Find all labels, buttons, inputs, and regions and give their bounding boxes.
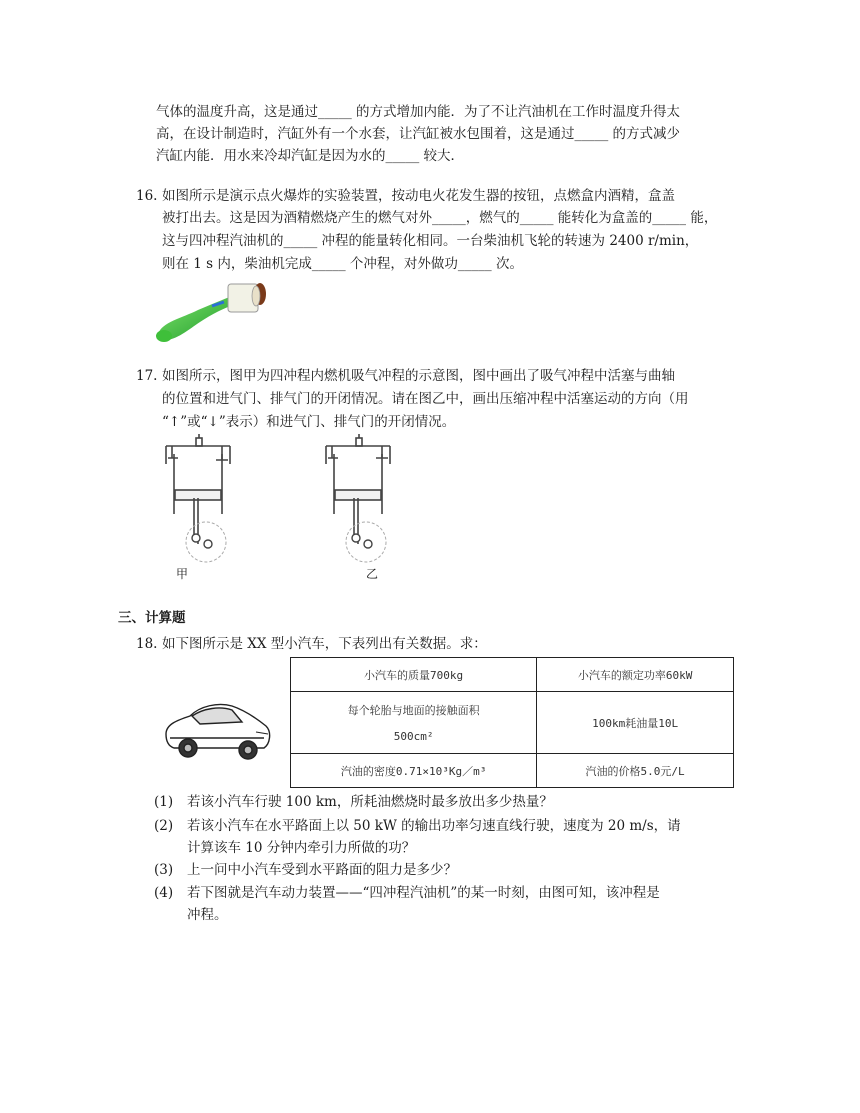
q16-line3: 这与四冲程汽油机的_____ 冲程的能量转化相同。一台柴油机飞轮的转速为 2400 r/min，	[162, 233, 699, 249]
q15-line2: 高，在设计制造时，汽缸外有一个水套，让汽缸被水包围着，这是通过_____ 的方式减少	[156, 126, 681, 142]
q15-line3: 汽缸内能．用水来冷却汽缸是因为水的_____ 较大．	[156, 148, 465, 164]
table-cell-tire-area	[291, 692, 537, 754]
sub1-text: 若该小汽车行驶 100 km，所耗油燃烧时最多放出多少热量？	[187, 794, 553, 810]
table-cell-fuel-consumption: 100km耗油量10L	[537, 692, 734, 754]
table-cell-power: 小汽车的额定功率60kW	[537, 658, 734, 692]
table-cell-mass: 小汽车的质量700kg	[291, 658, 537, 692]
q18-intro: 如下图所示是 XX 型小汽车，下表列出有关数据。求：	[162, 636, 487, 652]
section-title-calculation: 三、计算题	[118, 610, 186, 626]
q16-line4: 则在 1 s 内，柴油机完成_____ 个冲程，对外做功_____ 次。	[162, 256, 523, 272]
q16-number: 16.	[136, 188, 158, 204]
q16-line2: 被打出去。这是因为酒精燃烧产生的燃气对外_____，燃气的_____ 能转化为盒盖的_____ 能，	[162, 210, 718, 226]
q17-line2: 的位置和进气门、排气门的开闭情况。请在图乙中，画出压缩冲程中活塞运动的方向（用	[162, 391, 689, 407]
q17-line3: “↑”或“↓”表示）和进气门、排气门的开闭情况。	[162, 414, 456, 430]
car-illustration	[160, 694, 275, 764]
q17-line1: 如图所示，图甲为四冲程内燃机吸气冲程的示意图，图中画出了吸气冲程中活塞与曲轴	[162, 368, 675, 384]
sub1-number: (1)	[154, 794, 174, 810]
tire-area-label: 每个轮胎与地面的接触面积	[347, 704, 480, 717]
sub3-text: 上一问中小汽车受到水平路面的阻力是多少？	[187, 862, 457, 878]
sub3-number: (3)	[154, 862, 174, 878]
sub2-text-line2: 计算该车 10 分钟内牵引力所做的功？	[187, 840, 416, 856]
q17-number: 17.	[136, 368, 158, 384]
table-cell-density: 汽油的密度0.71×10³Kg／m³	[291, 754, 537, 788]
sub4-number: (4)	[154, 885, 174, 901]
engine-diagram-yi	[318, 434, 398, 564]
ignition-device-figure	[152, 276, 277, 346]
q18-number: 18.	[136, 636, 158, 652]
sub2-number: (2)	[154, 818, 174, 834]
engine-diagram-jia	[158, 434, 238, 564]
car-data-table	[290, 657, 734, 788]
label-jia: 甲	[176, 567, 189, 581]
table-cell-price: 汽油的价格5.0元/L	[537, 754, 734, 788]
sub4-text-line2: 冲程。	[187, 907, 228, 923]
tire-area-value: 500cm²	[393, 730, 434, 743]
label-yi: 乙	[366, 567, 379, 581]
q15-line1: 气体的温度升高，这是通过_____ 的方式增加内能．为了不让汽油机在工作时温度升得太	[156, 104, 681, 120]
sub4-text-line1: 若下图就是汽车动力装置——“四冲程汽油机”的某一时刻，由图可知，该冲程是	[187, 885, 660, 901]
q16-line1: 如图所示是演示点火爆炸的实验装置，按动电火花发生器的按钮，点燃盒内酒精，盒盖	[162, 188, 675, 204]
sub2-text-line1: 若该小汽车在水平路面上以 50 kW 的输出功率匀速直线行驶，速度为 20 m/s，请	[187, 818, 681, 834]
